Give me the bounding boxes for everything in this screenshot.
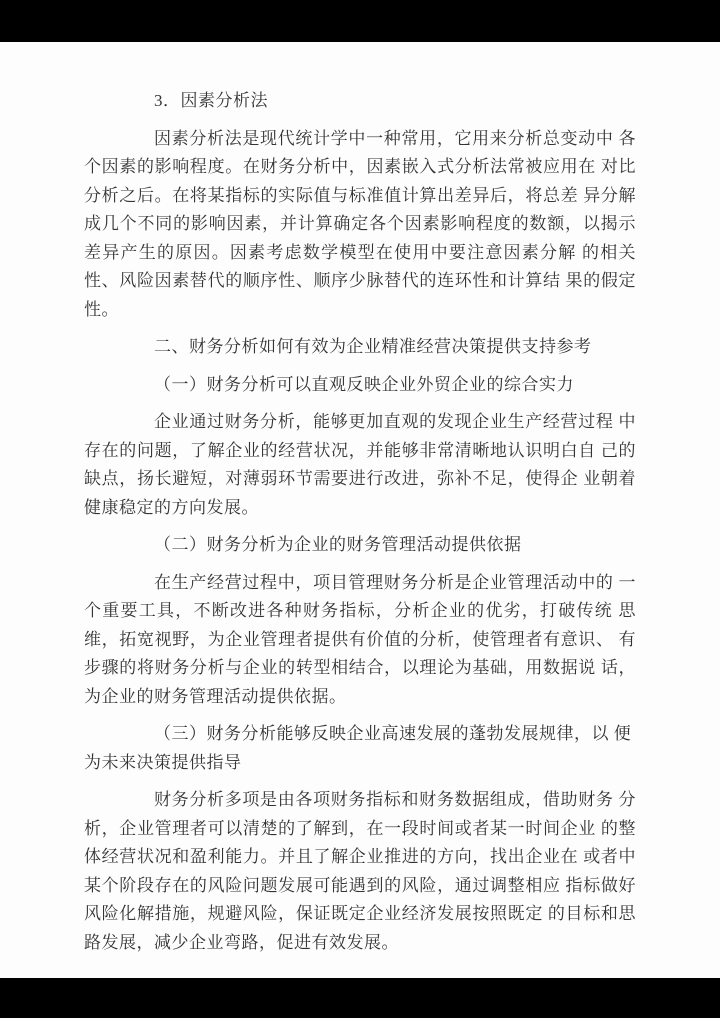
heading-subsection-three: （三）财务分析能够反映企业高速发展的蓬勃发展规律，以 便为未来决策提供指导 (84, 724, 632, 772)
document-page (0, 42, 720, 978)
paragraph-subsection-one: 企业通过财务分析，能够更加直观的发现企业生产经营过程 中存在的问题，了解企业的经营状况，并能够非常清晰地认识明白自 己的缺点，扬长避短，对薄弱环节需要进行改进，弥补不足，使得企 业朝着健康稳定的方向发展。 (84, 412, 636, 517)
paragraph-subsection-three: 财务分析多项是由各项财务指标和财务数据组成，借助财务 分析，企业管理者可以清楚的了解到，在一段时间或者某一时间企业 的整体经营状况和盈利能力。并且了解企业推进的方向，找出企业在 或者中某个阶段存在的风险问题发展可能遇到的风险，通过调整相应 指标做好风险化解措施，规避风险，保证既定企业经济发展按照既定 的目标和思路发展，减少企业弯路，促进有效发展。 (84, 790, 636, 952)
letterbox-bottom (0, 978, 720, 1018)
letterbox-top (0, 0, 720, 42)
heading-factor-analysis: 3．因素分析法 (154, 91, 268, 110)
heading-section-two: 二、财务分析如何有效为企业精准经营决策提供支持参考 (154, 337, 592, 356)
heading-subsection-one: （一）财务分析可以直观反映企业外贸企业的综合实力 (154, 374, 574, 394)
heading-subsection-two: （二）财务分析为企业的财务管理活动提供依据 (154, 535, 522, 554)
paragraph-subsection-two: 在生产经营过程中，项目管理财务分析是企业管理活动中的 一个重要工具，不断改进各种财务指标，分析企业的优劣，打破传统 思维，拓宽视野，为企业管理者提供有价值的分析，使管理者有意识、 有步骤的将财务分析与企业的转型相结合，以理论为基础，用数据说 话，为企业的财务管理活动提供依据。 (84, 572, 636, 706)
paragraph-factor-analysis: 因素分析法是现代统计学中一种常用，它用来分析总变动中 各个因素的影响程度。在财务分析中，因素嵌入式分析法常被应用在 对比分析之后。在将某指标的实际值与标准值计算出差异后，将总差 异分解成几个不同的影响因素，并计算确定各个因素影响程度的数额，以揭示差异产生的原因。因素考虑数学模型在使用中要注意因素分解 的相关性、风险因素替代的顺序性、顺序少脉替代的连环性和计算结 果的假定性。 (84, 128, 636, 319)
